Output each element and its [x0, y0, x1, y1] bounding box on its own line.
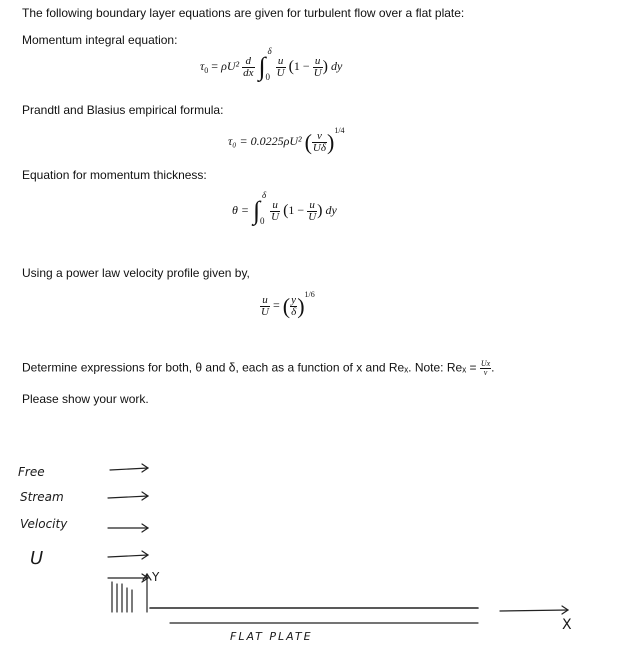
u-numerator-2: u	[313, 56, 323, 68]
theta-open-paren: (	[283, 202, 289, 219]
theta-u-num: u	[270, 200, 280, 212]
tau-subscript: 0	[204, 66, 209, 76]
tau-symbol: τ	[200, 58, 205, 73]
powerlaw-U-den: U	[261, 305, 269, 318]
prandtl-label: Prandtl and Blasius empirical formula:	[22, 103, 224, 117]
U-symbol-label: U	[30, 548, 44, 569]
y-numerator: y	[291, 293, 297, 306]
free-label: Free	[18, 465, 45, 479]
stream-label: Stream	[20, 490, 64, 504]
y-axis-arrow-icon	[143, 574, 151, 612]
determine-text: Determine expressions for both, θ and δ, each as a function of x and Reₓ. Note: Reₓ = $\frac{Ux}{\nu}$ .	[22, 359, 495, 377]
theta-lhs: θ =	[232, 202, 249, 217]
x-axis-arrow-icon	[500, 606, 568, 614]
note-numerator: Ux	[480, 359, 491, 368]
upper-limit: δ	[267, 46, 272, 56]
powerlaw-label: Using a power law velocity profile given by,	[22, 266, 250, 280]
theta-close-paren: )	[317, 202, 323, 219]
determine-statement: Determine expressions for both, θ and δ, each as a function of x and Reₓ. Note: Reₓ =	[22, 360, 477, 375]
intro-text: The following boundary layer equations are given for turbulent flow over a flat plate:	[22, 6, 465, 20]
stream-arrow-icon	[110, 464, 148, 472]
flat-plate-label: FLAT PLATE	[230, 630, 313, 643]
nu-numerator: ν	[312, 131, 327, 143]
open-paren: (	[288, 58, 294, 75]
dx-denominator: dx	[243, 66, 254, 79]
theta-upper-limit: δ	[262, 190, 267, 200]
thickness-label: Equation for momentum thickness:	[22, 168, 207, 182]
stream-arrow-icon	[108, 551, 148, 559]
powerlaw-equation: $\frac{u}{U}$ = ( $\frac{y}{\delta}$ )$^{1/6}$	[261, 290, 315, 319]
theta-U-den-2: U	[308, 210, 317, 223]
equals-sign: =	[211, 58, 219, 73]
prandtl-equation: τ₀ = 0.0225ρU² ( $\frac{\nu}{U\delta}$ )$^{1/4}$	[228, 126, 345, 155]
velocity-label: Velocity	[20, 517, 68, 531]
x-axis-label: X	[562, 617, 572, 633]
show-work-text: Please show your work.	[22, 392, 149, 406]
dy: dy	[330, 58, 343, 73]
momentum-label: Momentum integral equation:	[22, 33, 178, 47]
delta-denominator: δ	[291, 305, 297, 318]
U-denominator: U	[276, 66, 285, 79]
Udelta-denominator: Uδ	[312, 141, 326, 154]
note-denominator: ν	[483, 368, 488, 377]
theta-U-den: U	[271, 210, 280, 223]
theta-integral-sign: ∫ δ 0	[253, 190, 267, 226]
y-axis-label: Y	[152, 570, 160, 584]
rho-u-squared: ρU²	[221, 58, 240, 73]
prandtl-lhs: τ₀ = 0.0225ρU²	[228, 134, 302, 148]
prandtl-exponent: 1/4	[334, 126, 345, 135]
stream-arrow-icon	[108, 574, 148, 582]
integral-sign: ∫ δ 0	[258, 46, 272, 82]
stream-arrow-icon	[108, 524, 148, 532]
U-denominator-2: U	[313, 66, 322, 79]
theta-lower-limit: 0	[260, 216, 265, 226]
theta-one-minus: 1 −	[288, 202, 305, 217]
theta-u-num-2: u	[307, 200, 317, 212]
powerlaw-u-num: u	[260, 295, 270, 307]
d-numerator: d	[242, 56, 254, 68]
stream-arrow-icon	[108, 492, 148, 500]
lower-limit: 0	[265, 72, 270, 82]
one-minus: 1 −	[293, 58, 310, 73]
theta-dy: dy	[325, 202, 337, 217]
powerlaw-exponent: 1/6	[304, 290, 315, 299]
powerlaw-equals: =	[272, 298, 280, 312]
u-numerator: u	[276, 56, 286, 68]
close-paren: )	[322, 58, 328, 75]
